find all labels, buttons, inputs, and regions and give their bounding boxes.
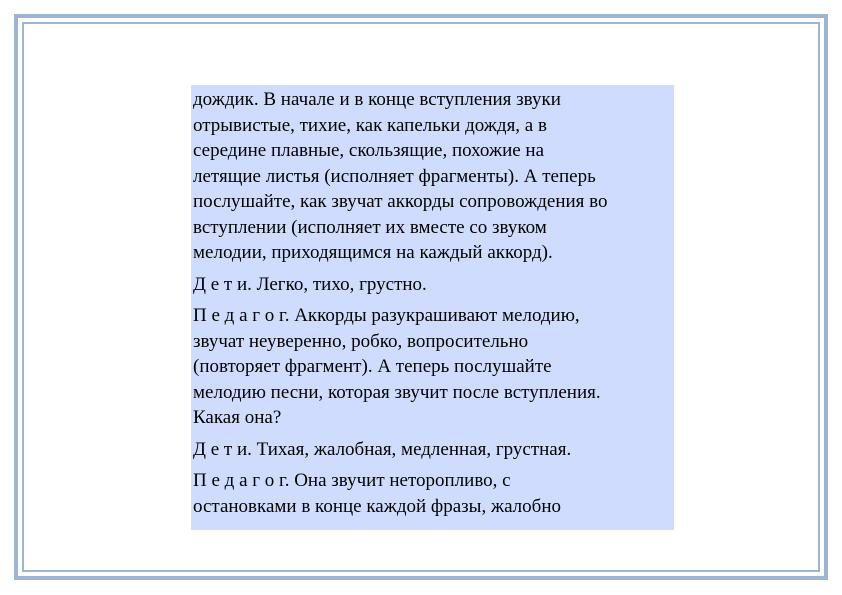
text-box — [191, 85, 674, 530]
paragraph-children-answer-2 — [193, 437, 674, 463]
text-line: середине плавные, скользящие, похожие на — [193, 140, 545, 161]
text-line: П е д а г о г. Она звучит неторопливо, с — [193, 470, 511, 491]
text-line: летящие листья (исполняет фрагменты). А теперь — [193, 165, 596, 187]
paragraph-teacher-melody — [193, 468, 674, 519]
text-line: Д е т и. Легко, тихо, грустно. — [193, 273, 427, 295]
text-line: отрывистые, тихие, как капельки дождя, а в — [193, 114, 547, 136]
text-line: Какая она? — [193, 407, 282, 428]
text-line: П е д а г о г. Аккорды разукрашивают мелодию, — [193, 305, 580, 326]
paragraph-children-answer-1 — [193, 272, 674, 298]
text-line: вступлении (исполняет их вместе со звуком — [193, 216, 547, 238]
text-line: звучат неуверенно, робко, вопросительно — [193, 330, 529, 352]
paragraph-teacher-intro — [193, 87, 674, 266]
text-line: мелодии, приходящимся на каждый аккорд). — [193, 242, 553, 263]
text-line: мелодию песни, которая звучит после вступления. — [193, 381, 601, 403]
text-line: Д е т и. Тихая, жалобная, медленная, грустная. — [193, 438, 572, 460]
text-line: послушайте, как звучат аккорды сопровождения во — [193, 191, 608, 212]
text-line: (повторяет фрагмент). А теперь послушайте — [193, 356, 552, 377]
paragraph-teacher-chords — [193, 303, 674, 431]
text-line: остановками в конце каждой фразы, жалобно — [193, 495, 561, 517]
text-line: дождик. В начале и в конце вступления звуки — [193, 89, 561, 110]
